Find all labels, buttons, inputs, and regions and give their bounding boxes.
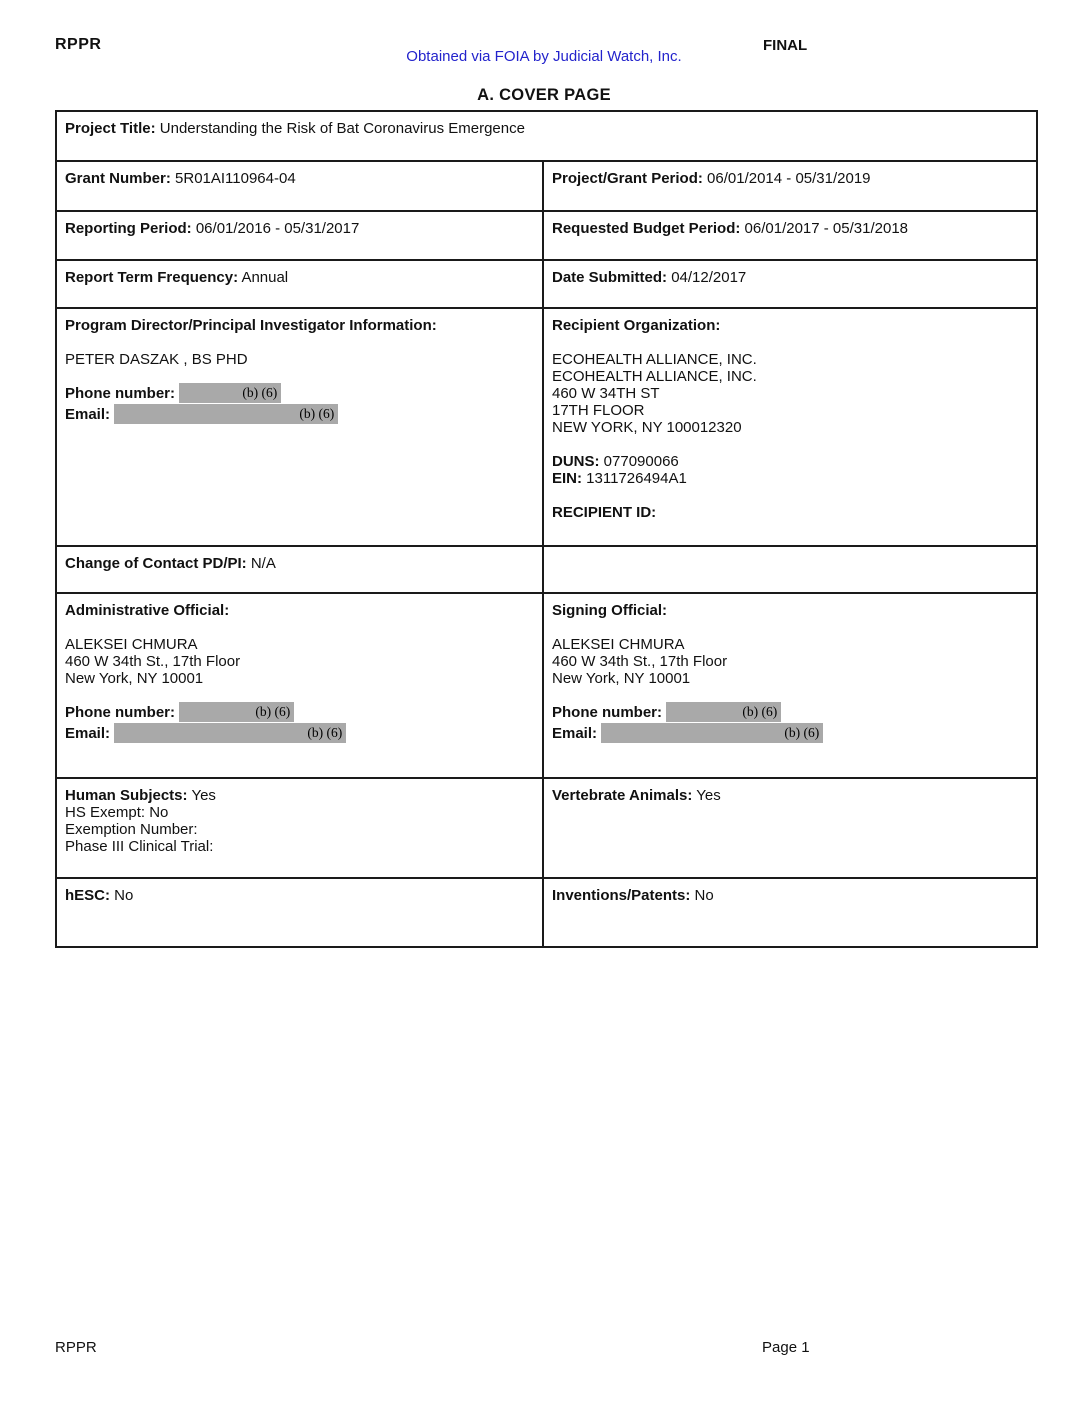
cover-page-table (55, 110, 1038, 948)
human-subjects-value: Yes (191, 787, 216, 804)
page-title: A. COVER PAGE (477, 86, 611, 104)
hesc-cell (56, 878, 543, 947)
project-title-label: Project Title: (65, 120, 156, 137)
inventions-patents-cell (543, 878, 1037, 947)
admin-email-label: Email: (65, 725, 111, 742)
inventions-patents-value: No (694, 887, 714, 904)
admin-official-label: Administrative Official: (65, 602, 230, 619)
duns-label: DUNS: (552, 453, 600, 470)
recipient-org-label: Recipient Organization: (552, 317, 721, 334)
reporting-period-value: 06/01/2016 - 05/31/2017 (195, 220, 360, 237)
pd-pi-name: PETER DASZAK , BS PHD (65, 351, 248, 368)
subjects-animals-row (56, 778, 1037, 878)
admin-email-redaction: (b) (6) (114, 723, 346, 743)
footer-page-number: Page 1 (762, 1339, 810, 1356)
signing-official-line: ALEKSEI CHMURA (552, 636, 685, 653)
signing-official-label: Signing Official: (552, 602, 667, 619)
pd-pi-phone-label: Phone number: (65, 385, 176, 402)
footer-rppr-label: RPPR (55, 1339, 97, 1356)
pd-pi-info-cell (56, 308, 543, 546)
requested-budget-period-cell (543, 211, 1037, 260)
duns-value: 077090066 (603, 453, 679, 470)
hesc-label: hESC: (65, 887, 110, 904)
human-subjects-label: Human Subjects: (65, 787, 188, 804)
project-grant-period-cell (543, 161, 1037, 211)
grant-number-value: 5R01AI110964-04 (175, 170, 296, 187)
recipient-org-line: 460 W 34TH ST (552, 385, 660, 402)
date-submitted-label: Date Submitted: (552, 269, 668, 286)
empty-cell (543, 546, 1037, 593)
recipient-org-cell (543, 308, 1037, 546)
requested-budget-period-value: 06/01/2017 - 05/31/2018 (744, 220, 909, 237)
inventions-patents-label: Inventions/Patents: (552, 887, 691, 904)
report-term-frequency-value: Annual (241, 269, 289, 286)
phase-iii-line: Phase III Clinical Trial: (65, 838, 214, 855)
pd-pi-info-label: Program Director/Principal Investigator Information: (65, 317, 437, 334)
reporting-period-cell (56, 211, 543, 260)
change-of-contact-row (56, 546, 1037, 593)
report-term-frequency-cell (56, 260, 543, 308)
signing-email-redaction: (b) (6) (601, 723, 823, 743)
vertebrate-animals-label: Vertebrate Animals: (552, 787, 693, 804)
human-subjects-cell (56, 778, 543, 878)
hs-exempt-line: HS Exempt: No (65, 804, 169, 821)
officials-row (56, 593, 1037, 778)
change-of-contact-label: Change of Contact PD/PI: (65, 555, 247, 572)
admin-official-line: ALEKSEI CHMURA (65, 636, 198, 653)
project-title-row (56, 111, 1037, 161)
recipient-org-line: ECOHEALTH ALLIANCE, INC. (552, 368, 757, 385)
reporting-period-label: Reporting Period: (65, 220, 192, 237)
grant-row (56, 161, 1037, 211)
recipient-org-line: NEW YORK, NY 100012320 (552, 419, 742, 436)
signing-phone-redaction: (b) (6) (666, 702, 781, 722)
period-row (56, 211, 1037, 260)
pd-pi-email-label: Email: (65, 406, 111, 423)
signing-official-cell (543, 593, 1037, 778)
hesc-patents-row (56, 878, 1037, 947)
signing-official-line: 460 W 34th St., 17th Floor (552, 653, 728, 670)
pd-pi-phone-redaction: (b) (6) (179, 383, 281, 403)
ein-label: EIN: (552, 470, 582, 487)
change-of-contact-value: N/A (250, 555, 276, 572)
recipient-org-line: 17TH FLOOR (552, 402, 645, 419)
grant-number-label: Grant Number: (65, 170, 171, 187)
report-term-frequency-label: Report Term Frequency: (65, 269, 239, 286)
signing-phone-label: Phone number: (552, 704, 663, 721)
admin-official-line: New York, NY 10001 (65, 670, 204, 687)
header-rppr-label: RPPR (55, 36, 102, 53)
grant-number-cell (56, 161, 543, 211)
signing-official-line: New York, NY 10001 (552, 670, 691, 687)
signing-email-label: Email: (552, 725, 598, 742)
admin-phone-redaction: (b) (6) (179, 702, 294, 722)
date-submitted-cell (543, 260, 1037, 308)
hesc-value: No (114, 887, 134, 904)
pd-pi-email-redaction: (b) (6) (114, 404, 338, 424)
change-of-contact-cell (56, 546, 543, 593)
project-title-value: Understanding the Risk of Bat Coronavirus Emergence (159, 120, 525, 137)
ein-value: 1311726494A1 (586, 470, 687, 487)
admin-official-line: 460 W 34th St., 17th Floor (65, 653, 241, 670)
vertebrate-animals-cell (543, 778, 1037, 878)
pi-org-row (56, 308, 1037, 546)
recipient-org-line: ECOHEALTH ALLIANCE, INC. (552, 351, 757, 368)
project-title-cell (56, 111, 1037, 161)
vertebrate-animals-value: Yes (696, 787, 721, 804)
date-submitted-value: 04/12/2017 (671, 269, 747, 286)
requested-budget-period-label: Requested Budget Period: (552, 220, 741, 237)
foia-stamp-text: Obtained via FOIA by Judicial Watch, Inc. (406, 48, 682, 65)
recipient-id-label: RECIPIENT ID: (552, 504, 657, 521)
admin-phone-label: Phone number: (65, 704, 176, 721)
project-grant-period-label: Project/Grant Period: (552, 170, 703, 187)
exemption-number-line: Exemption Number: (65, 821, 198, 838)
frequency-row (56, 260, 1037, 308)
final-status-label: FINAL (763, 37, 808, 54)
project-grant-period-value: 06/01/2014 - 05/31/2019 (707, 170, 871, 187)
admin-official-cell (56, 593, 543, 778)
